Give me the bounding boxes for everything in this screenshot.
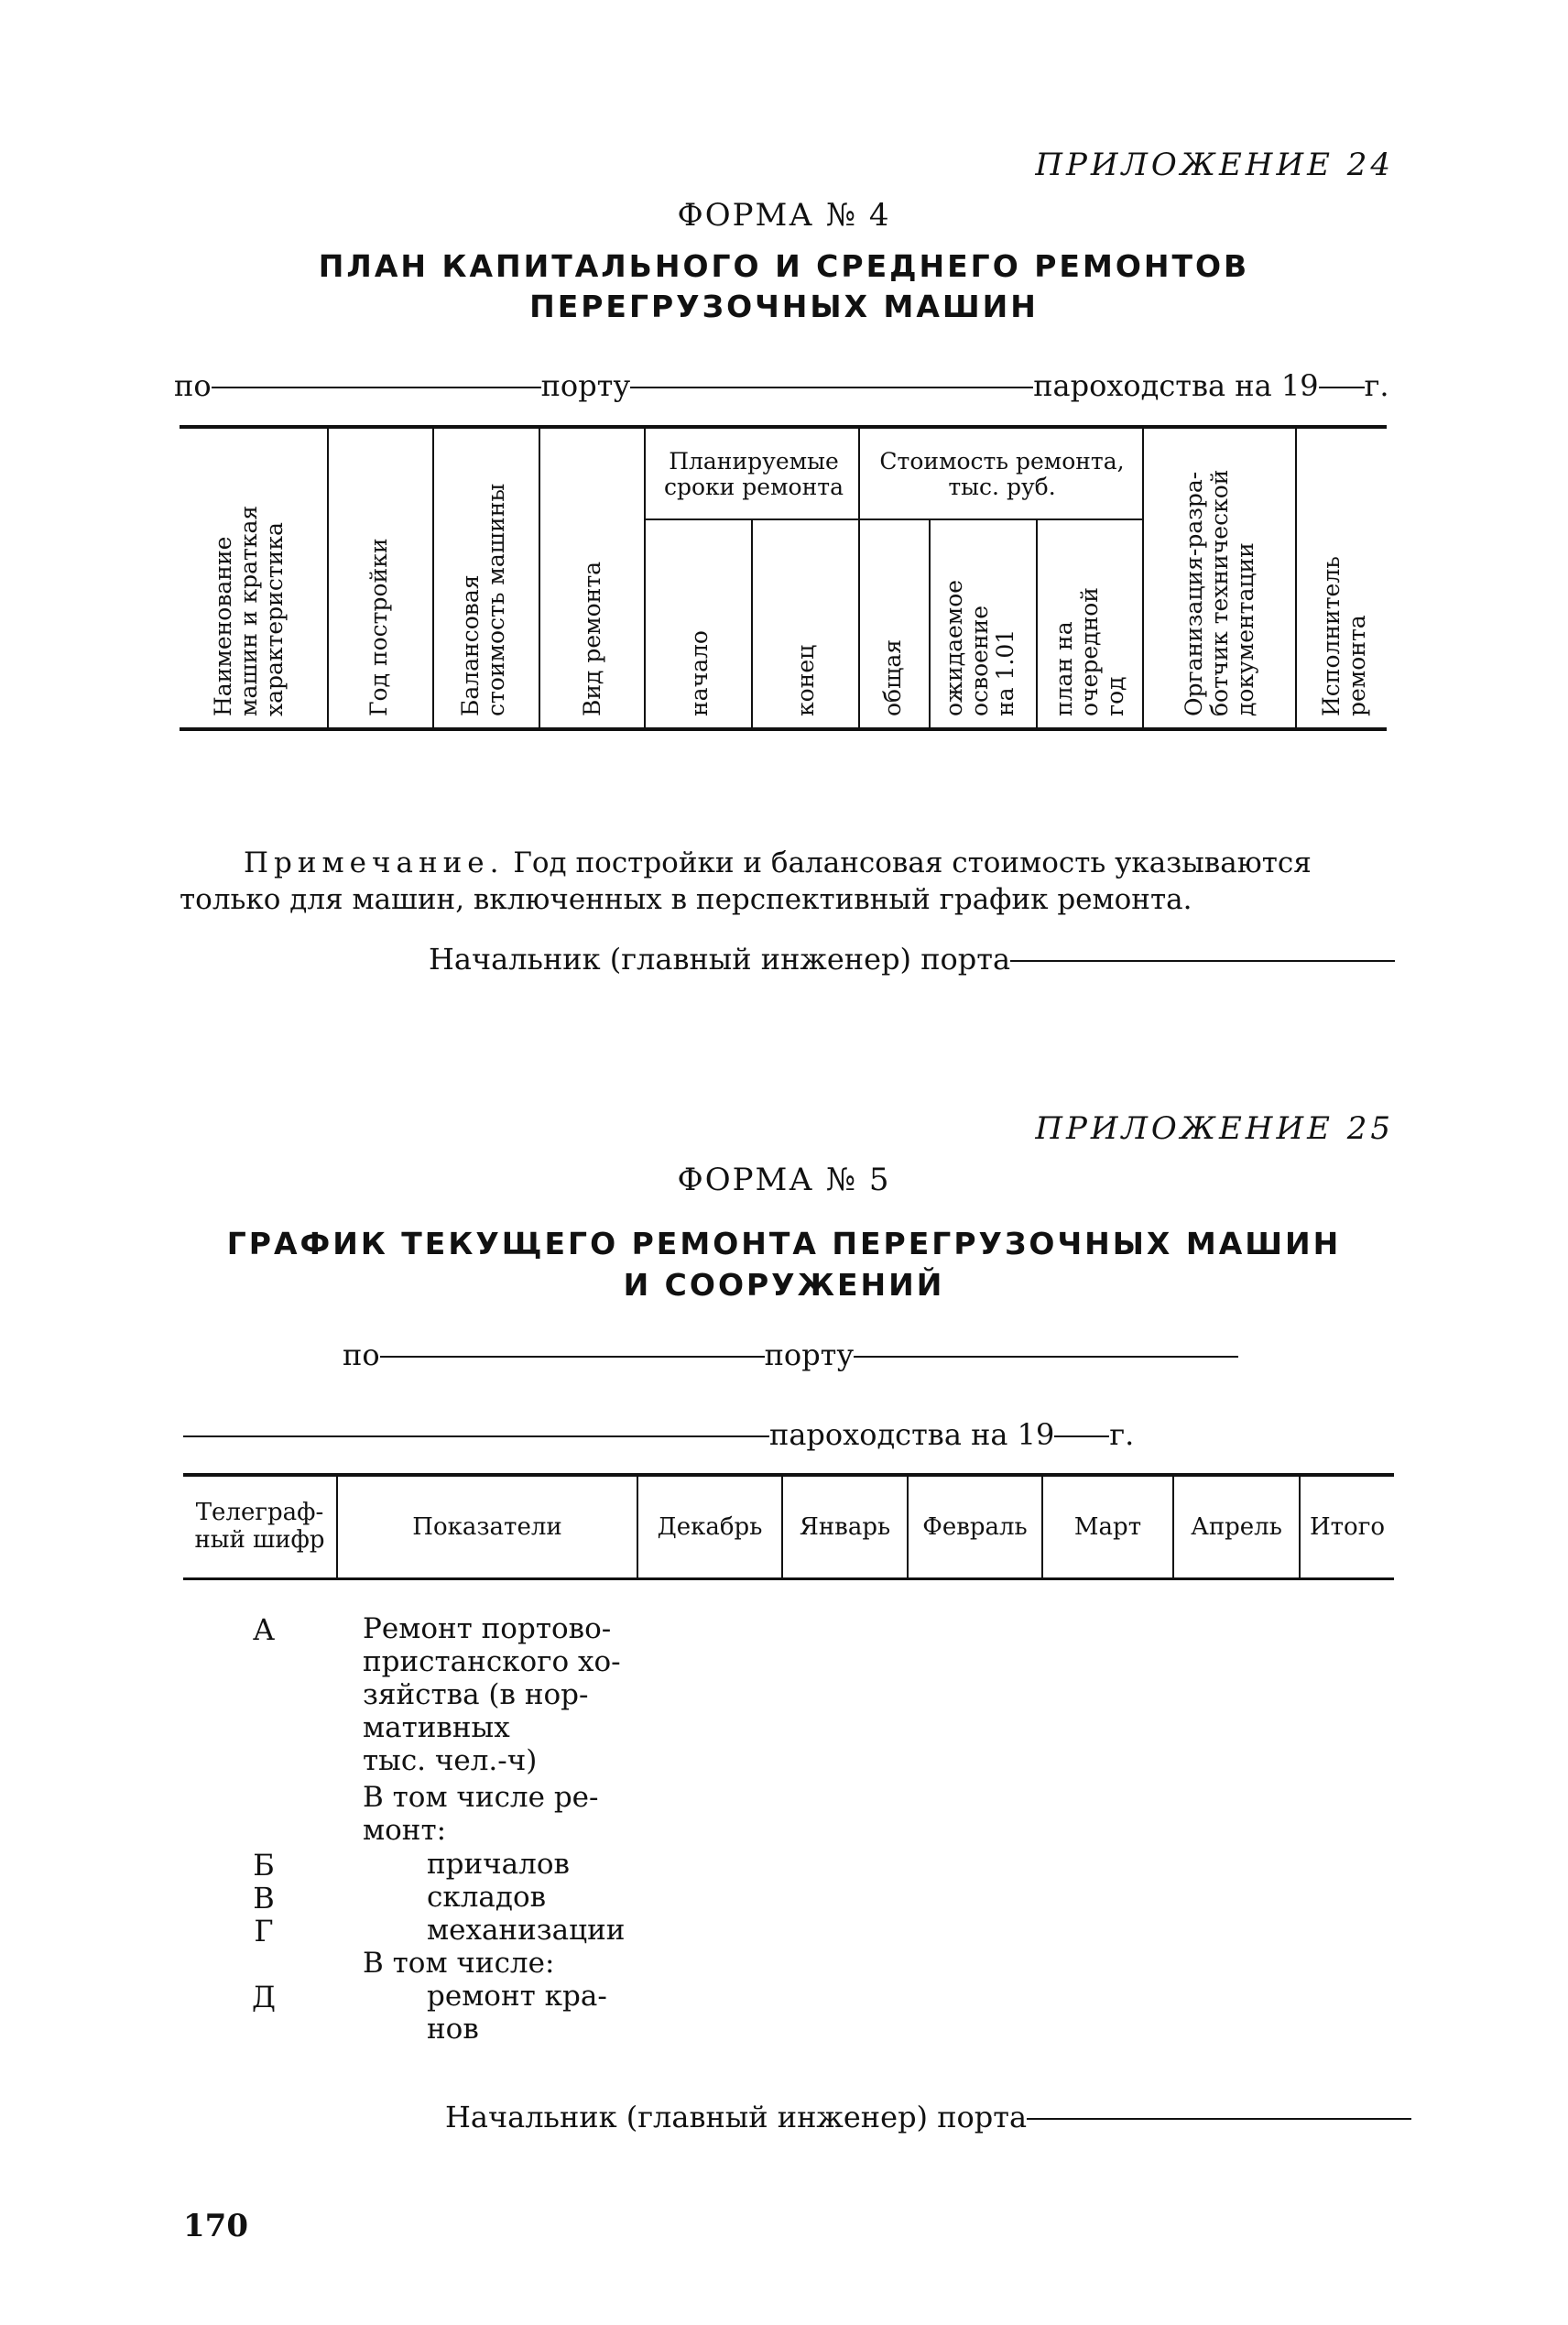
- appendix-24-label: ПРИЛОЖЕНИЕ 24: [1035, 147, 1394, 183]
- row-text: механизации: [427, 1914, 626, 1947]
- hdr-january: Январь: [799, 1513, 891, 1541]
- form-5-title: ФОРМА № 5: [677, 1162, 891, 1198]
- plan-fill-line: [174, 368, 1389, 403]
- po-blank-2: [380, 1356, 765, 1358]
- page-number: 170: [183, 2208, 248, 2244]
- col-repair-type: Вид ремонта: [579, 561, 605, 716]
- col-build-year: Год постройки: [365, 538, 392, 716]
- hdr-telegraph-code: Телеграф- ный шифр: [194, 1499, 325, 1554]
- port-label: порту: [540, 368, 631, 403]
- signature-label: Начальник (главный инженер) порта: [429, 942, 1011, 977]
- col-start: начало: [686, 630, 713, 716]
- port-blank: [630, 387, 1033, 388]
- hdr-april: Апрель: [1191, 1513, 1282, 1541]
- col-executor: Исполнитель ремонта: [1318, 556, 1370, 716]
- shipping-label: пароходства на 19: [1033, 368, 1319, 403]
- shipping-label-2: пароходства на 19: [769, 1417, 1055, 1452]
- schedule-signature: [445, 2100, 1411, 2134]
- signature-blank-2: [1027, 2118, 1411, 2120]
- note-label: Примечание.: [244, 846, 505, 879]
- schedule-fill-line-1: [343, 1337, 1238, 1372]
- signature-label-2: Начальник (главный инженер) порта: [445, 2100, 1028, 2134]
- row-text: В том числе:: [363, 1947, 555, 1980]
- col-machine-name: Наименование машин и краткая характеристика: [210, 505, 288, 716]
- year-blank: [1319, 387, 1365, 388]
- row-text: причалов: [427, 1848, 570, 1881]
- row-text: В том числе ре- монт:: [363, 1781, 599, 1847]
- plan-title-line2: ПЕРЕГРУЗОЧНЫХ МАШИН: [529, 289, 1039, 324]
- plan-note: [180, 845, 1388, 918]
- appendix-25-label: ПРИЛОЖЕНИЕ 25: [1035, 1110, 1394, 1147]
- hdr-indicators: Показатели: [412, 1513, 562, 1541]
- form-4-title: ФОРМА № 4: [677, 197, 891, 234]
- group-planned-terms: Планируемые сроки ремонта: [664, 448, 844, 500]
- schedule-fill-line-2: [183, 1417, 1134, 1452]
- col-total: общая: [879, 639, 906, 716]
- row-code: Б: [253, 1848, 275, 1883]
- col-expected: ожидаемое освоение на 1.01: [941, 579, 1018, 716]
- note-text: Год постройки и балансовая стоимость указываются: [513, 846, 1312, 879]
- shipping-blank-2: [183, 1435, 769, 1437]
- col-developer: Организация-разра- ботчик технической документации: [1181, 469, 1258, 716]
- plan-signature: [429, 942, 1395, 977]
- row-text: ремонт кра- нов: [427, 1980, 607, 2046]
- hdr-march: Март: [1073, 1513, 1142, 1541]
- po-label-2: по: [343, 1337, 380, 1372]
- port-label-2: порту: [764, 1337, 855, 1372]
- hdr-december: Декабрь: [657, 1513, 763, 1541]
- col-end: конец: [792, 644, 819, 716]
- po-label: по: [174, 368, 212, 403]
- year-label-2: г.: [1109, 1417, 1135, 1452]
- row-code: Г: [254, 1914, 274, 1948]
- po-blank: [212, 387, 541, 388]
- hdr-total: Итого: [1310, 1513, 1385, 1541]
- row-text: Ремонт портово- пристанского хо- зяйства (в нор- мативных тыс. чел.-ч): [363, 1612, 621, 1777]
- group-repair-cost: Стоимость ремонта, тыс. руб.: [879, 448, 1125, 500]
- year-blank-2: [1054, 1435, 1109, 1437]
- col-book-value: Балансовая стоимость машины: [457, 483, 509, 716]
- row-code: Д: [251, 1980, 276, 2014]
- row-code: В: [253, 1881, 275, 1916]
- port-blank-2: [854, 1356, 1238, 1358]
- year-label: г.: [1364, 368, 1389, 403]
- row-text: складов: [427, 1881, 547, 1914]
- signature-blank: [1010, 960, 1395, 962]
- hdr-february: Февраль: [922, 1513, 1028, 1541]
- row-code: А: [252, 1612, 276, 1647]
- col-next-year: план на очередной год: [1051, 587, 1128, 716]
- note-text-2: только для машин, включенных в перспективный график ремонта.: [180, 883, 1192, 916]
- schedule-title-line1: ГРАФИК ТЕКУЩЕГО РЕМОНТА ПЕРЕГРУЗОЧНЫХ МАШИН: [226, 1226, 1342, 1261]
- plan-title-line1: ПЛАН КАПИТАЛЬНОГО И СРЕДНЕГО РЕМОНТОВ: [318, 248, 1250, 284]
- schedule-title-line2: И СООРУЖЕНИЙ: [623, 1267, 945, 1303]
